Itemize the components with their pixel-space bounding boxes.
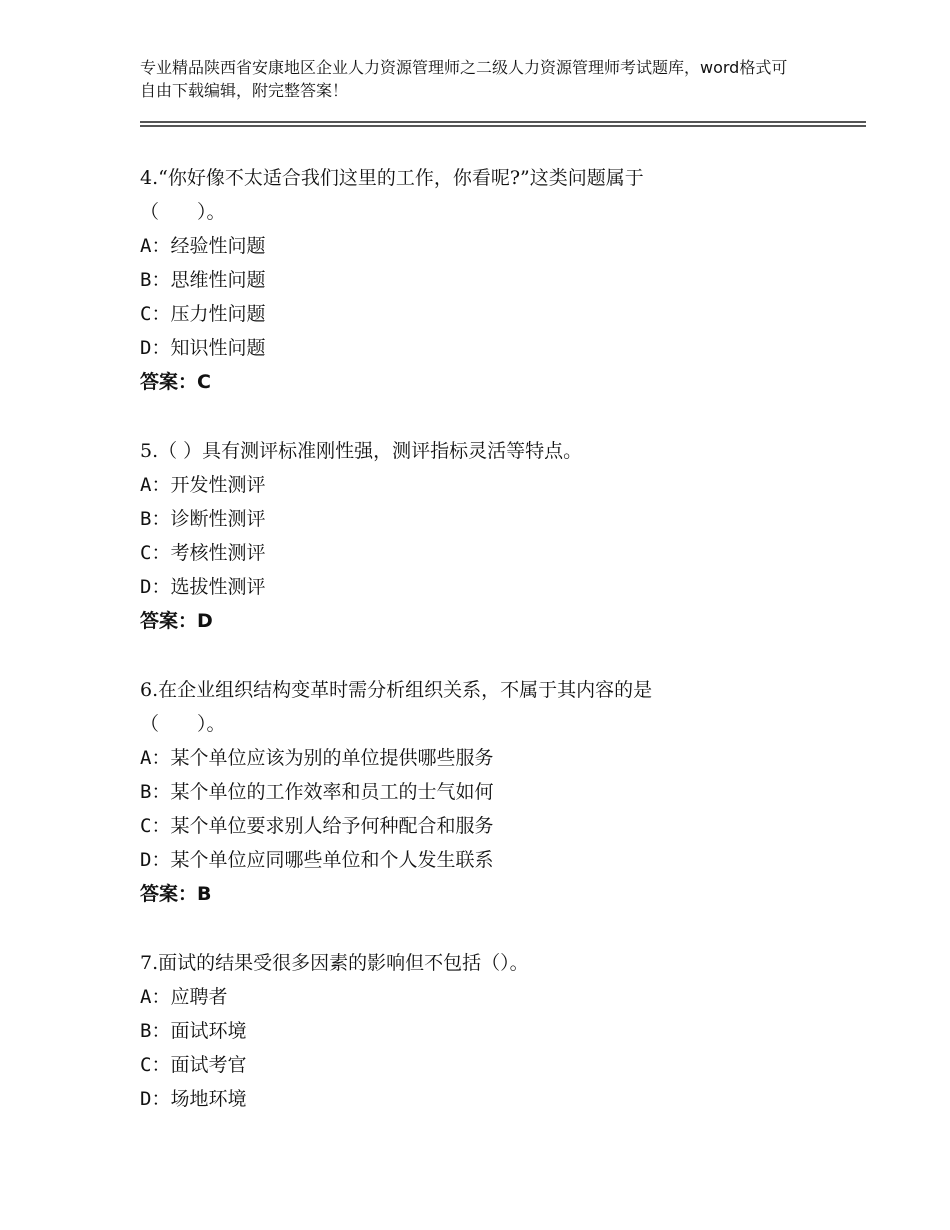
question-5 bbox=[140, 434, 860, 638]
option-a: A：开发性测评 bbox=[140, 474, 266, 496]
option-c: C：压力性问题 bbox=[140, 303, 266, 325]
option-c: C：考核性测评 bbox=[140, 542, 266, 564]
option-a: A：某个单位应该为别的单位提供哪些服务 bbox=[140, 747, 494, 769]
option-b: B：面试环境 bbox=[140, 1020, 247, 1042]
question-stem-line: 4.“你好像不太适合我们这里的工作，你看呢?”这类问题属于 bbox=[140, 167, 644, 189]
option-b: B：思维性问题 bbox=[140, 269, 266, 291]
question-stem-line: 6.在企业组织结构变革时需分析组织关系，不属于其内容的是 bbox=[140, 679, 653, 701]
document-title: 专业精品陕西省安康地区企业人力资源管理师之二级人力资源管理师考试题库，word格式可自由下载编辑，附完整答案！ bbox=[140, 58, 788, 100]
option-b: B：诊断性测评 bbox=[140, 508, 266, 530]
option-d: D：知识性问题 bbox=[140, 337, 266, 359]
option-a: A：应聘者 bbox=[140, 986, 228, 1008]
answer-line: 答案：C bbox=[140, 371, 211, 393]
header-divider-bottom bbox=[140, 125, 866, 127]
question-6 bbox=[140, 673, 860, 911]
header-divider-top bbox=[140, 121, 866, 123]
option-d: D：场地环境 bbox=[140, 1088, 247, 1110]
question-stem-line: 7.面试的结果受很多因素的影响但不包括（）。 bbox=[140, 952, 529, 974]
option-b: B：某个单位的工作效率和员工的士气如何 bbox=[140, 781, 494, 803]
option-a: A：经验性问题 bbox=[140, 235, 266, 257]
answer-line: 答案：D bbox=[140, 610, 213, 632]
option-c: C：某个单位要求别人给予何种配合和服务 bbox=[140, 815, 494, 837]
question-7 bbox=[140, 946, 860, 1116]
answer-line: 答案：B bbox=[140, 883, 212, 905]
question-4 bbox=[140, 161, 860, 399]
option-d: D：选拔性测评 bbox=[140, 576, 266, 598]
option-c: C：面试考官 bbox=[140, 1054, 247, 1076]
question-stem-line: （ ）。 bbox=[140, 713, 226, 735]
question-stem-line: （ ）。 bbox=[140, 201, 226, 223]
option-d: D：某个单位应同哪些单位和个人发生联系 bbox=[140, 849, 494, 871]
document-header bbox=[140, 56, 800, 102]
question-stem-line: 5.（ ）具有测评标准刚性强，测评指标灵活等特点。 bbox=[140, 440, 583, 462]
